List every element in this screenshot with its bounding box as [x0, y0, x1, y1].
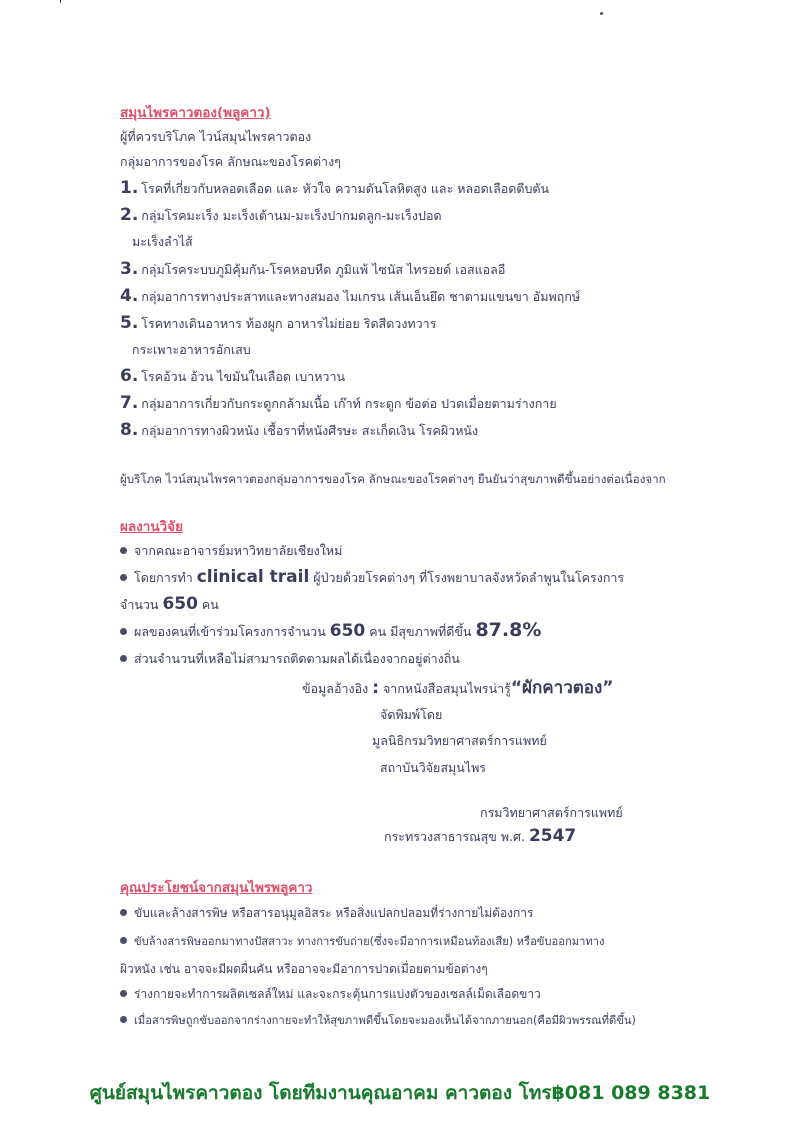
list-item-6: [120, 368, 345, 385]
reference-line: [302, 680, 613, 697]
intro-symptom-groups: กลุ่มอาการของโรค ลักษณะของโรคต่างๆ: [120, 154, 341, 169]
publisher-foundation: มูลนิธิกรมวิทยาศาสตร์การแพทย์: [372, 733, 547, 748]
reference-year: 2547: [528, 826, 577, 846]
bullet-icon: [120, 990, 127, 997]
list-item-text: กลุ่มอาการเกี่ยวกับกระดูกกล้ามเนื้อ เก๊าท์ กระดูก ข้อต่อ ปวดเมื่อยตามร่างกาย: [141, 396, 557, 411]
bullet-icon: [120, 628, 127, 635]
list-item-text: กลุ่มอาการทางผิวหนัง เชื้อราที่หนังศีรษะ สะเก็ดเงิน โรคผิวหนัง: [141, 423, 479, 438]
list-item-2-continued: มะเร็งลำไส้: [132, 234, 193, 249]
list-number: 1.: [120, 178, 139, 198]
reference-text: จากหนังสือสมุนไพรน่ารู้: [382, 681, 511, 696]
bullet-icon: [120, 937, 127, 944]
bullet-text: ส่วนจำนวนที่เหลือไม่สามารถติดตามผลได้เนื่องจากอยู่ต่างถิ่น: [134, 651, 460, 666]
bullet-text: ขับและล้างสารพิษ หรือสารอนุมูลอิสระ หรือสิ่งแปลกปลอมที่ร่างกายไม่ต้องการ: [134, 906, 534, 920]
bullet-text: เมื่อสารพิษถูกขับออกจากร่างกายจะทำให้สุขภาพดีขึ้นโดยจะมองเห็นได้จากภายนอก(คือมีผิวพรรณที่ดีขึ้น): [134, 1014, 636, 1027]
bullet-text: จากคณะอาจารย์มหาวิทยาลัยเชียงใหม่: [134, 543, 343, 558]
bullet-icon: [120, 1016, 127, 1023]
participant-count: 650: [329, 621, 366, 641]
benefit-bullet-2: [120, 934, 605, 950]
publisher-institute: สถาบันวิจัยสมุนไพร: [380, 760, 487, 775]
bullet-text: ขับล้างสารพิษออกมาทางปัสสาวะ ทางการขับถ่าย(ซึ่งจะมีอาการเหมือนท้องเสีย) หรือขับออกมาทาง: [134, 935, 605, 948]
list-item-4: [120, 288, 580, 305]
research-bullet-2: [120, 569, 624, 586]
research-bullet-1: [120, 543, 342, 559]
list-number: 5.: [120, 313, 139, 333]
list-item-2: [120, 207, 442, 224]
clinical-trial-text: clinical trail: [196, 567, 310, 587]
bullet-text-continued: ผู้ป่วยด้วยโรคต่างๆ ที่โรงพยาบาลจังหวัดลำพูนในโครงการ: [313, 570, 625, 585]
scan-speck: [600, 12, 603, 15]
list-number: 7.: [120, 393, 139, 413]
bullet-text: ผลของคนที่เข้าร่วมโครงการจำนวน: [134, 624, 326, 639]
list-number: 6.: [120, 366, 139, 386]
list-item-8: [120, 422, 478, 439]
list-item-text: กลุ่มโรคมะเร็ง มะเร็งเต้านม-มะเร็งปากมดลูก-มะเร็งปอด: [141, 208, 442, 223]
publisher-label: จัดพิมพ์โดย: [380, 707, 443, 722]
list-item-text: กลุ่มโรคระบบภูมิคุ้มกัน-โรคหอบหืด ภูมิแพ้ ไซนัส ไทรอยด์ เอสแอลอี: [141, 262, 506, 277]
reference-department: กรมวิทยาศาสตร์การแพทย์: [480, 805, 623, 820]
list-item-text: กลุ่มอาการทางประสาทและทางสมอง ไมเกรน เส้นเอ็นยึด ชาตามแขนขา อัมพฤกษ์: [141, 289, 581, 304]
count-label: จำนวน: [120, 597, 159, 612]
bullet-text: ร่างกายจะทำการผลิตเซลล์ใหม่ และจะกระตุ้นการแบ่งตัวของเซลล์เม็ดเลือดขาว: [134, 987, 541, 1001]
bullet-text-mid: คน มีสุขภาพที่ดีขึ้น: [369, 624, 472, 639]
list-number: 2.: [120, 205, 139, 225]
footer-contact: ศูนย์สมุนไพรคาวตอง โดยทีมงานคุณอาคม คาวตอง โทร฿081 089 8381: [89, 1082, 711, 1104]
summary-text: ผู้บริโภค ไวน์สมุนไพรคาวตองกลุ่มอาการของโรค ลักษณะของโรคต่างๆ ยืนยันว่าสุขภาพดีขึ้นอย่างต่อเนื่องจาก: [120, 472, 666, 486]
benefit-bullet-3: [120, 986, 541, 1002]
list-number: 3.: [120, 259, 139, 279]
research-bullet-4: [120, 651, 460, 667]
research-bullet-3: [120, 619, 542, 641]
count-number: 650: [162, 594, 198, 614]
list-item-text: โรคที่เกี่ยวกับหลอดเลือด และ หัวใจ ความดันโลหิตสูง และ หลอดเลือดตีบตัน: [141, 181, 550, 196]
bullet-icon: [120, 909, 127, 916]
improvement-percent: 87.8%: [475, 619, 542, 641]
count-unit: คน: [201, 597, 219, 612]
bullet-icon: [120, 655, 127, 662]
list-item-7: [120, 395, 557, 412]
reference-colon: :: [372, 678, 379, 698]
scan-speck: [60, 0, 61, 3]
list-item-text: โรคทางเดินอาหาร ท้องผูก อาหารไม่ย่อย ริดสีดวงทวาร: [141, 316, 437, 331]
reference-ministry: กระทรวงสาธารณสุข พ.ศ.: [384, 829, 525, 844]
reference-book-title: “ผักคาวตอง”: [510, 678, 614, 698]
section-title-research: ผลงานวิจัย: [120, 519, 183, 535]
reference-ministry-line: [384, 828, 576, 845]
bullet-text: โดยการทำ: [134, 570, 193, 585]
list-item-text: โรคอ้วน อ้วน ไขมันในเลือด เบาหวาน: [141, 369, 346, 384]
section-title-kaotong: สมุนไพรคาวตอง(พลูคาว): [120, 105, 271, 121]
list-number: 8.: [120, 420, 139, 440]
reference-label: ข้อมูลอ้างอิง: [302, 681, 369, 696]
list-number: 4.: [120, 286, 139, 306]
list-item-5: [120, 315, 436, 332]
bullet-icon: [120, 547, 127, 554]
list-item-3: [120, 261, 505, 278]
benefit-bullet-2-continued: ผิวหนัง เช่น อาจจะมีผดผื่นคัน หรืออาจจะมีอาการปวดเมื่อยตามข้อต่างๆ: [120, 962, 488, 976]
subtitle-consumers: ผู้ที่ควรบริโภค ไวน์สมุนไพรคาวตอง: [120, 129, 312, 144]
list-item-1: [120, 180, 549, 197]
benefit-bullet-4: [120, 1013, 636, 1029]
benefit-bullet-1: [120, 905, 533, 921]
research-bullet-2-continued: [120, 596, 219, 613]
list-item-5-continued: กระเพาะอาหารอักเสบ: [132, 342, 251, 357]
section-title-benefits: คุณประโยชน์จากสมุนไพรพลูคาว: [120, 880, 313, 896]
bullet-icon: [120, 574, 127, 581]
